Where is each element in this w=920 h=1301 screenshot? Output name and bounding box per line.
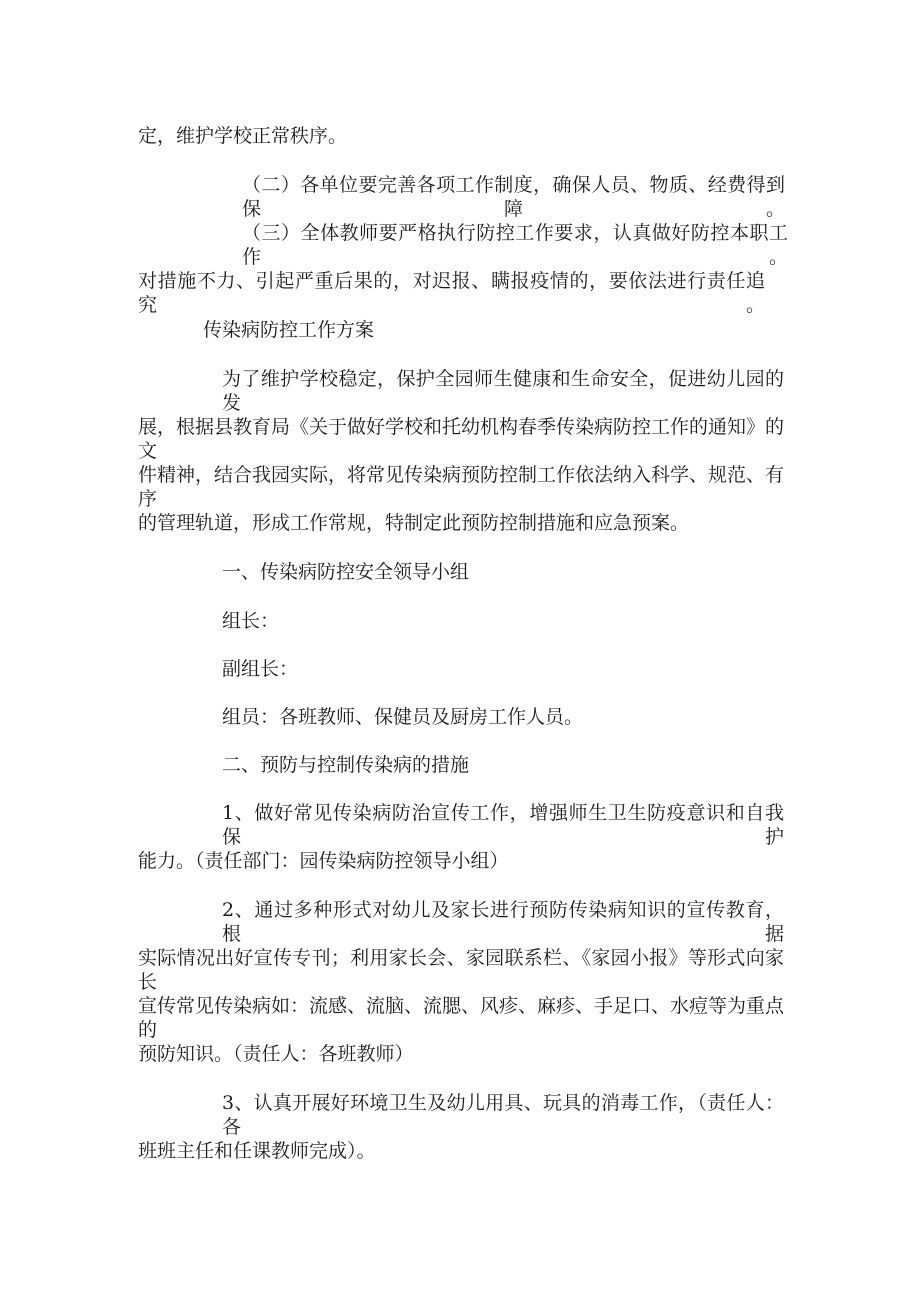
section-title: 传染病防控工作方案 xyxy=(203,319,375,341)
item-2-line-4: 预防知识。（责任人：各班教师） xyxy=(138,1043,414,1065)
item-3-line-2: 班班主任和任课教师完成）。 xyxy=(138,1140,376,1162)
deputy-leader: 副组长： xyxy=(222,658,299,680)
heading-2: 二、预防与控制传染病的措施 xyxy=(222,754,470,776)
item-3-line-1: 3、认真开展好环境卫生及幼儿用具、玩具的消毒工作，（责任人：各 xyxy=(222,1092,784,1138)
item-2-line-1: 2、通过多种形式对幼儿及家长进行预防传染病知识的宣传教育，根据 xyxy=(222,899,784,945)
item-1-line-1: 1、做好常见传染病防治宣传工作，增强师生卫生防疫意识和自我保护 xyxy=(222,802,784,848)
text-line-9: 的管理轨道，形成工作常规，特制定此预防控制措施和应急预案。 xyxy=(138,512,690,534)
heading-1: 一、传染病防控安全领导小组 xyxy=(222,561,470,583)
text-line-3: （三）全体教师要严格执行防控工作要求，认真做好防控本职工作。 xyxy=(242,222,788,268)
group-members: 组员：各班教师、保健员及厨房工作人员。 xyxy=(222,706,584,728)
text-line-2: （二）各单位要完善各项工作制度，确保人员、物质、经费得到保障。 xyxy=(242,174,785,220)
text-line-6: 为了维护学校稳定，保护全园师生健康和生命安全，促进幼儿园的发 xyxy=(222,368,784,414)
text-line-7: 展，根据县教育局《关于做好学校和托幼机构春季传染病防控工作的通知》的文 xyxy=(138,416,785,462)
text-line-4: 对措施不力、引起严重后果的，对迟报、瞒报疫情的，要依法进行责任追究。 xyxy=(138,270,765,316)
text-line-8: 件精神，结合我园实际，将常见传染病预防控制工作依法纳入科学、规范、有序 xyxy=(138,464,785,510)
item-2-line-3: 宣传常见传染病如：流感、流脑、流腮、风疹、麻疹、手足口、水痘等为重点的 xyxy=(138,995,785,1041)
group-leader: 组长： xyxy=(222,610,280,632)
text-line-1: 定，维护学校正常秩序。 xyxy=(138,125,348,147)
item-1-line-2: 能力。（责任部门：园传染病防控领导小组） xyxy=(138,850,509,872)
item-2-line-2: 实际情况出好宣传专刊；利用家长会、家园联系栏、《家园小报》等形式向家长 xyxy=(138,947,784,993)
